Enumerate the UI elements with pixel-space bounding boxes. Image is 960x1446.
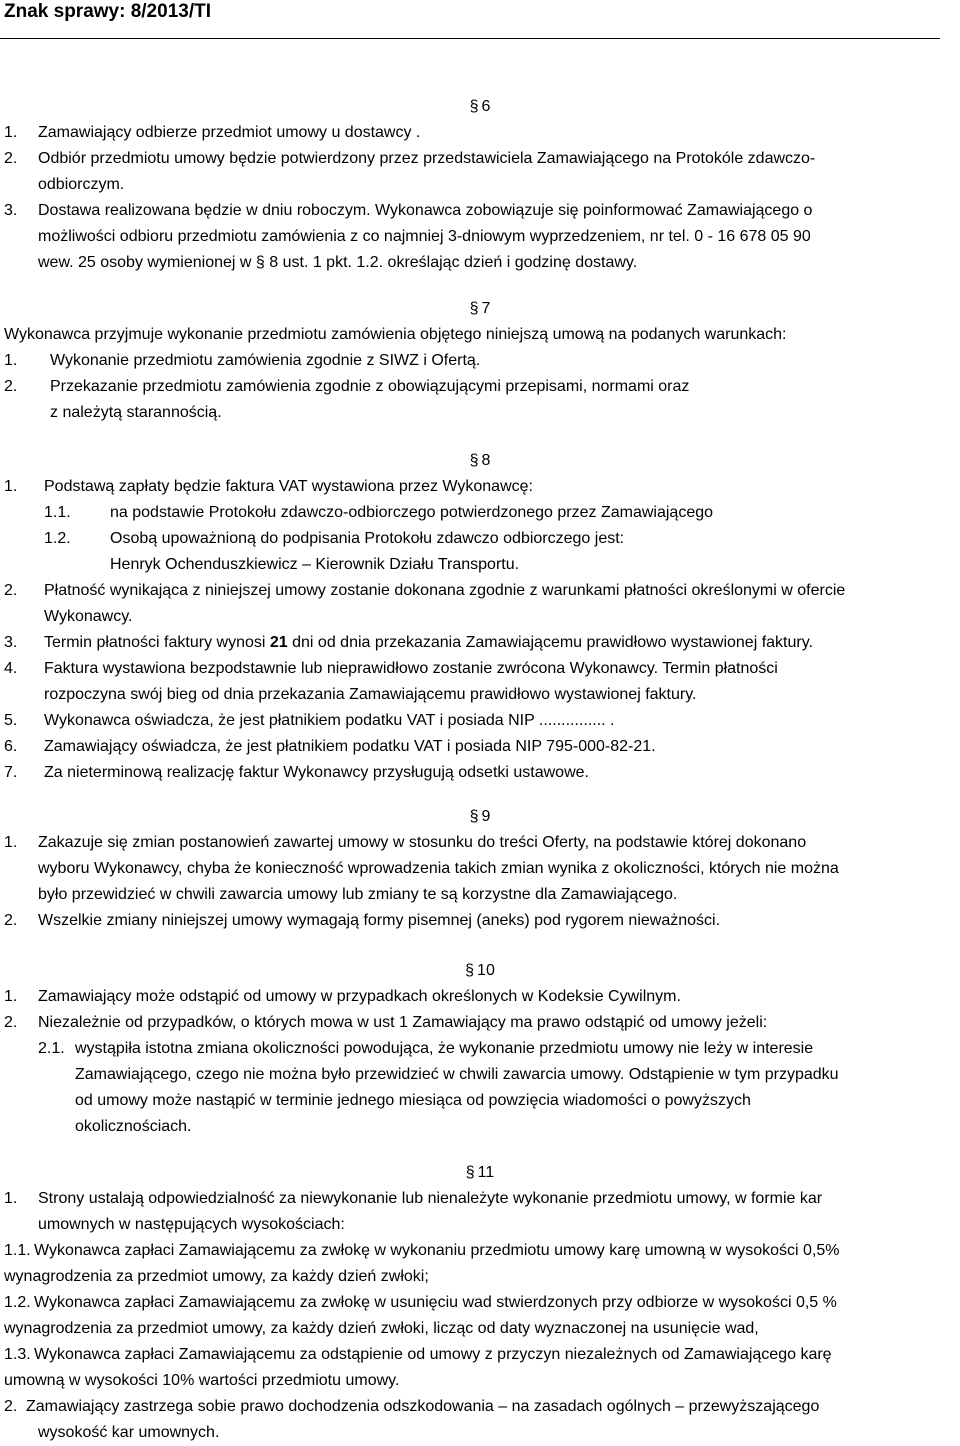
section-sign-icon: §: [465, 962, 475, 979]
list-item: 2. Niezależnie od przypadków, o których mowa w ust 1 Zamawiający ma prawo odstąpić od umowy jeżeli:: [4, 1014, 768, 1031]
list-item-continuation: wynagrodzenia za przedmiot umowy, za każdy dzień zwłoki;: [4, 1268, 429, 1285]
section-6-heading: § 6: [469, 98, 491, 115]
list-item: 2. Zamawiający zastrzega sobie prawo dochodzenia odszkodowania – na zasadach ogólnych – przewyższającego: [4, 1398, 820, 1415]
list-item-continuation: wew. 25 osoby wymienionej w § 8 ust. 1 pkt. 1.2. określając dzień i godzinę dostawy.: [38, 254, 638, 271]
section-10-heading: § 10: [465, 962, 495, 979]
paragraph: Wykonawca przyjmuje wykonanie przedmiotu zamówienia objętego niniejszą umową na podanych warunkach:: [4, 326, 787, 343]
section-8-heading: § 8: [469, 452, 491, 469]
list-item-continuation: Wykonawcy.: [44, 608, 133, 625]
section-sign-icon: §: [469, 98, 479, 115]
section-sign-icon: §: [255, 254, 265, 271]
list-item-continuation: rozpoczyna swój bieg od dnia przekazania Zamawiającemu prawidłowo wystawionej faktury.: [44, 686, 697, 703]
list-item: 2. Przekazanie przedmiotu zamówienia zgodnie z obowiązującymi przepisami, normami oraz: [4, 378, 690, 395]
list-item-continuation: wynagrodzenia za przedmiot umowy, za każdy dzień zwłoki, licząc od daty wyznaczonej na usunięcie wad,: [4, 1320, 759, 1337]
list-item: 1.3. Wykonawca zapłaci Zamawiającemu za odstąpienie od umowy z przyczyn niezależnych od Zamawiającego karę: [4, 1346, 832, 1363]
list-item: 6. Zamawiający oświadcza, że jest płatnikiem podatku VAT i posiada NIP 795-000-82-21.: [4, 738, 656, 755]
list-item: 1.2. Wykonawca zapłaci Zamawiającemu za zwłokę w usunięciu wad stwierdzonych przy odbiorze w wysokości 0,5 %: [4, 1294, 837, 1311]
section-sign-icon: §: [469, 300, 479, 317]
list-item: 2.1. wystąpiła istotna zmiana okoliczności powodująca, że wykonanie przedmiotu umowy nie leży w interesie: [38, 1040, 814, 1057]
list-item: 1.2. Osobą upoważnioną do podpisania Protokołu zdawczo odbiorczego jest:: [44, 530, 625, 547]
list-item: 2. Odbiór przedmiotu umowy będzie potwierdzony przez przedstawiciela Zamawiającego na Protokóle zdawczo-: [4, 150, 816, 167]
list-item-continuation: z należytą starannością.: [50, 404, 222, 421]
list-item: 3. Dostawa realizowana będzie w dniu roboczym. Wykonawca zobowiązuje się poinformować Zamawiającego o: [4, 202, 813, 219]
list-item: 1.1. na podstawie Protokołu zdawczo-odbiorczego potwierdzonego przez Zamawiającego: [44, 504, 714, 521]
section-sign-icon: §: [469, 452, 479, 469]
list-item: 1.1. Wykonawca zapłaci Zamawiającemu za zwłokę w wykonaniu przedmiotu umowy karę umowną w wysokości 0,5%: [4, 1242, 840, 1259]
list-item-continuation: okolicznościach.: [75, 1118, 192, 1135]
list-item: 1. Zamawiający odbierze przedmiot umowy u dostawcy .: [4, 124, 421, 141]
list-item: 1. Zamawiający może odstąpić od umowy w przypadkach określonych w Kodeksie Cywilnym.: [4, 988, 681, 1005]
list-item: 2. Wszelkie zmiany niniejszej umowy wymagają formy pisemnej (aneks) pod rygorem nieważności.: [4, 912, 721, 929]
list-item-continuation: wyboru Wykonawcy, chyba że konieczność wprowadzenia takich zmian wynika z okoliczności, których nie można: [38, 860, 839, 877]
section-7-heading: § 7: [469, 300, 491, 317]
list-item: 2. Płatność wynikająca z niniejszej umowy zostanie dokonana zgodnie z warunkami płatności określonymi w ofercie: [4, 582, 846, 599]
section-sign-icon: §: [469, 808, 479, 825]
list-item-continuation: było przewidzieć w chwili zawarcia umowy lub zmiany te są korzystne dla Zamawiającego.: [38, 886, 678, 903]
list-item: 1. Zakazuje się zmian postanowień zawartej umowy w stosunku do treści Oferty, na podstawie której dokonano: [4, 834, 807, 851]
list-item: 4. Faktura wystawiona bezpodstawnie lub nieprawidłowo zostanie zwrócona Wykonawcy. Termin płatności: [4, 660, 778, 677]
list-item: 3. Termin płatności faktury wynosi 21 dni od dnia przekazania Zamawiającemu prawidłowo wystawionej faktury.: [4, 634, 813, 651]
list-item-continuation: umowną w wysokości 10% wartości przedmiotu umowy.: [4, 1372, 400, 1389]
list-item: 1. Wykonanie przedmiotu zamówienia zgodnie z SIWZ i Ofertą.: [4, 352, 481, 369]
list-item-continuation: Zamawiającego, czego nie można było przewidzieć w chwili zawarcia umowy. Odstąpienie w tym przypadku: [75, 1066, 839, 1083]
section-sign-icon: §: [465, 1164, 475, 1181]
header-divider: [0, 38, 940, 39]
section-11-heading: § 11: [465, 1164, 495, 1181]
section-9-heading: § 9: [469, 808, 491, 825]
case-number-header: Znak sprawy: 8/2013/TI: [4, 1, 211, 22]
list-item-continuation: odbiorczym.: [38, 176, 125, 193]
list-item: 5. Wykonawca oświadcza, że jest płatnikiem podatku VAT i posiada NIP ............... .: [4, 712, 615, 729]
list-item-continuation: od umowy może nastąpić w terminie jednego miesiąca od powzięcia wiadomości o powyższych: [75, 1092, 751, 1109]
list-item-continuation: Henryk Ochenduszkiewicz – Kierownik Działu Transportu.: [110, 556, 520, 573]
list-item: 1. Podstawą zapłaty będzie faktura VAT wystawiona przez Wykonawcę:: [4, 478, 533, 495]
list-item: 7. Za nieterminową realizację faktur Wykonawcy przysługują odsetki ustawowe.: [4, 764, 589, 781]
list-item-continuation: możliwości odbioru przedmiotu zamówienia z co najmniej 3-dniowym wyprzedzeniem, nr tel. 0 - 16 678 05 90: [38, 228, 811, 245]
list-item: 1. Strony ustalają odpowiedzialność za niewykonanie lub nienależyte wykonanie przedmiotu umowy, w formie kar: [4, 1190, 823, 1207]
list-item-continuation: wysokość kar umownych.: [38, 1424, 220, 1441]
list-item-continuation: umownych w następujących wysokościach:: [38, 1216, 345, 1233]
